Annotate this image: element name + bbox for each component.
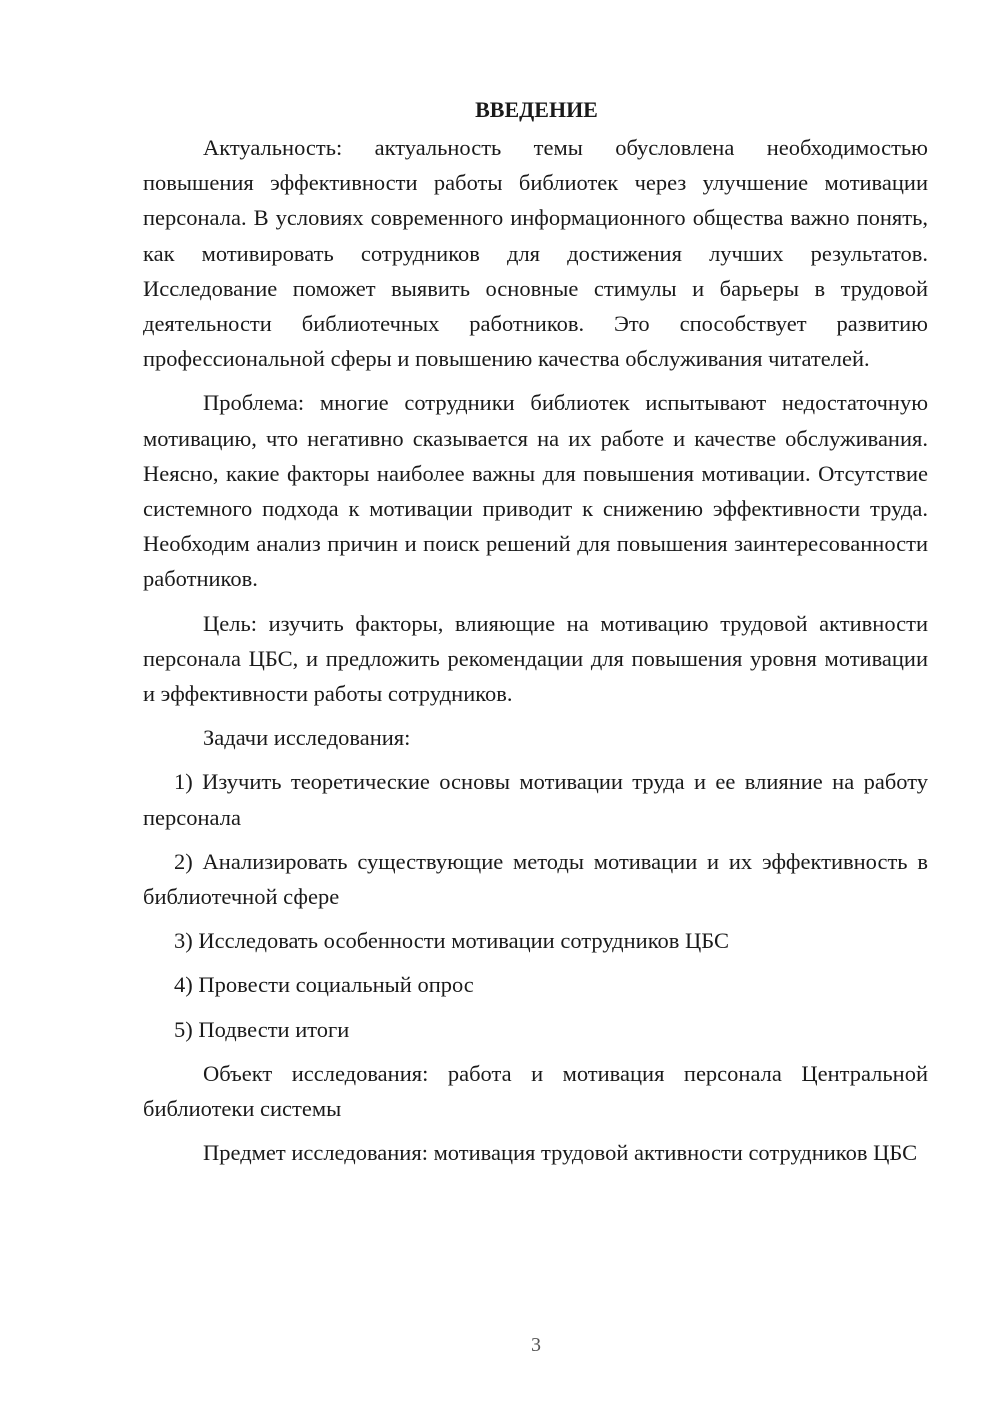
paragraph-problem: Проблема: многие сотрудники библиотек испытывают недостаточную мотивацию, что негативно сказывается на их работе и качестве обслуживания. Неясно, какие факторы наиболее важны для повышения мотивации. Отсутствие системного подхода к мотивации приводит к снижению эффективности труда. Необходим анализ причин и поиск решений для повышения заинтересованности работников.: [143, 390, 928, 592]
page-number: 3: [531, 1334, 541, 1356]
document-page: [143, 92, 928, 1170]
task-item-5: 5) Подвести итоги: [174, 1016, 350, 1042]
paragraph-relevance: Актуальность: актуальность темы обусловлена необходимостью повышения эффективности работы библиотек через улучшение мотивации персонала. В условиях современного информационного общества важно понять, как мотивировать сотрудников для достижения лучших результатов. Исследование поможет выявить основные стимулы и барьеры в трудовой деятельности библиотечных работников. Это способствует развитию профессиональной сферы и повышению качества обслуживания читателей.: [143, 135, 928, 372]
paragraph-goal: Цель: изучить факторы, влияющие на мотивацию трудовой активности персонала ЦБС, и предложить рекомендации для повышения уровня мотивации и эффективности работы сотрудников.: [143, 610, 928, 707]
paragraph-object: Объект исследования: работа и мотивация персонала Центральной библиотеки системы: [143, 1060, 928, 1122]
task-item-4: 4) Провести социальный опрос: [174, 972, 474, 998]
task-item-3: 3) Исследовать особенности мотивации сотрудников ЦБС: [174, 928, 730, 954]
page-title: ВВЕДЕНИЕ: [475, 97, 598, 122]
tasks-heading: Задачи исследования:: [203, 725, 411, 751]
paragraph-subject: Предмет исследования: мотивация трудовой активности сотрудников ЦБС: [203, 1140, 918, 1166]
task-item-1: 1) Изучить теоретические основы мотивации труда и ее влияние на работу персонала: [143, 769, 928, 830]
task-item-2: 2) Анализировать существующие методы мотивации и их эффективность в библиотечной сфере: [143, 848, 928, 910]
